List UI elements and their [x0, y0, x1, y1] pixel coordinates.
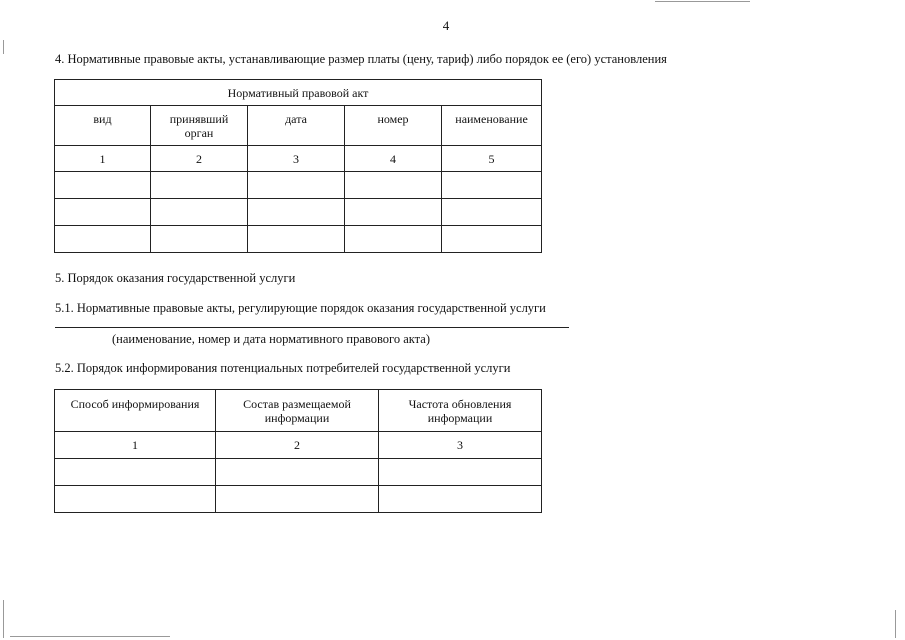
- empty-cell: [248, 226, 345, 253]
- scan-artifact: [3, 40, 4, 54]
- column-header-name: наименование: [442, 106, 542, 146]
- empty-cell: [151, 199, 248, 226]
- column-header-number: номер: [345, 106, 442, 146]
- empty-cell: [379, 459, 542, 486]
- table-row: [55, 199, 542, 226]
- table-row: [55, 226, 542, 253]
- scan-artifact: [3, 600, 4, 638]
- column-header-method: Способ информирования: [55, 390, 216, 432]
- empty-cell: [151, 226, 248, 253]
- empty-cell: [345, 199, 442, 226]
- page-number: 4: [442, 18, 450, 33]
- empty-cell: [216, 486, 379, 513]
- empty-cell: [55, 486, 216, 513]
- scan-artifact: [655, 1, 750, 2]
- column-number: 4: [345, 146, 442, 172]
- empty-cell: [379, 486, 542, 513]
- table-row: [55, 486, 542, 513]
- fill-in-caption: (наименование, номер и дата нормативного правового акта): [112, 332, 430, 346]
- empty-cell: [55, 459, 216, 486]
- column-number: 2: [216, 432, 379, 459]
- column-number: 1: [55, 432, 216, 459]
- informing-table: [54, 389, 542, 513]
- empty-cell: [151, 172, 248, 199]
- fill-in-line: [55, 327, 569, 328]
- column-header-frequency: Частота обновления информации: [379, 390, 542, 432]
- column-number: 1: [55, 146, 151, 172]
- section-4-heading: 4. Нормативные правовые акты, устанавливающие размер платы (цену, тариф) либо порядок ее (его) установления: [55, 52, 667, 66]
- column-number: 5: [442, 146, 542, 172]
- empty-cell: [442, 199, 542, 226]
- column-number: 2: [151, 146, 248, 172]
- empty-cell: [216, 459, 379, 486]
- empty-cell: [345, 226, 442, 253]
- empty-cell: [248, 199, 345, 226]
- table-row: [55, 459, 542, 486]
- empty-cell: [55, 199, 151, 226]
- section-5-2-heading: 5.2. Порядок информирования потенциальных потребителей государственной услуги: [55, 361, 511, 375]
- column-header-vid: вид: [55, 106, 151, 146]
- empty-cell: [55, 172, 151, 199]
- column-header-date: дата: [248, 106, 345, 146]
- section-5-heading: 5. Порядок оказания государственной услуги: [55, 271, 296, 285]
- column-number: 3: [248, 146, 345, 172]
- column-number: 3: [379, 432, 542, 459]
- empty-cell: [442, 172, 542, 199]
- merged-header-cell: Нормативный правовой акт: [55, 80, 542, 106]
- scan-artifact: [10, 636, 170, 637]
- scan-artifact: [895, 610, 896, 638]
- column-header-organ: принявший орган: [151, 106, 248, 146]
- empty-cell: [345, 172, 442, 199]
- section-5-1-heading: 5.1. Нормативные правовые акты, регулирующие порядок оказания государственной услуги: [55, 301, 546, 315]
- empty-cell: [55, 226, 151, 253]
- empty-cell: [248, 172, 345, 199]
- empty-cell: [442, 226, 542, 253]
- legal-acts-table: [54, 79, 542, 253]
- column-header-content: Состав размещаемой информации: [216, 390, 379, 432]
- table-row: [55, 172, 542, 199]
